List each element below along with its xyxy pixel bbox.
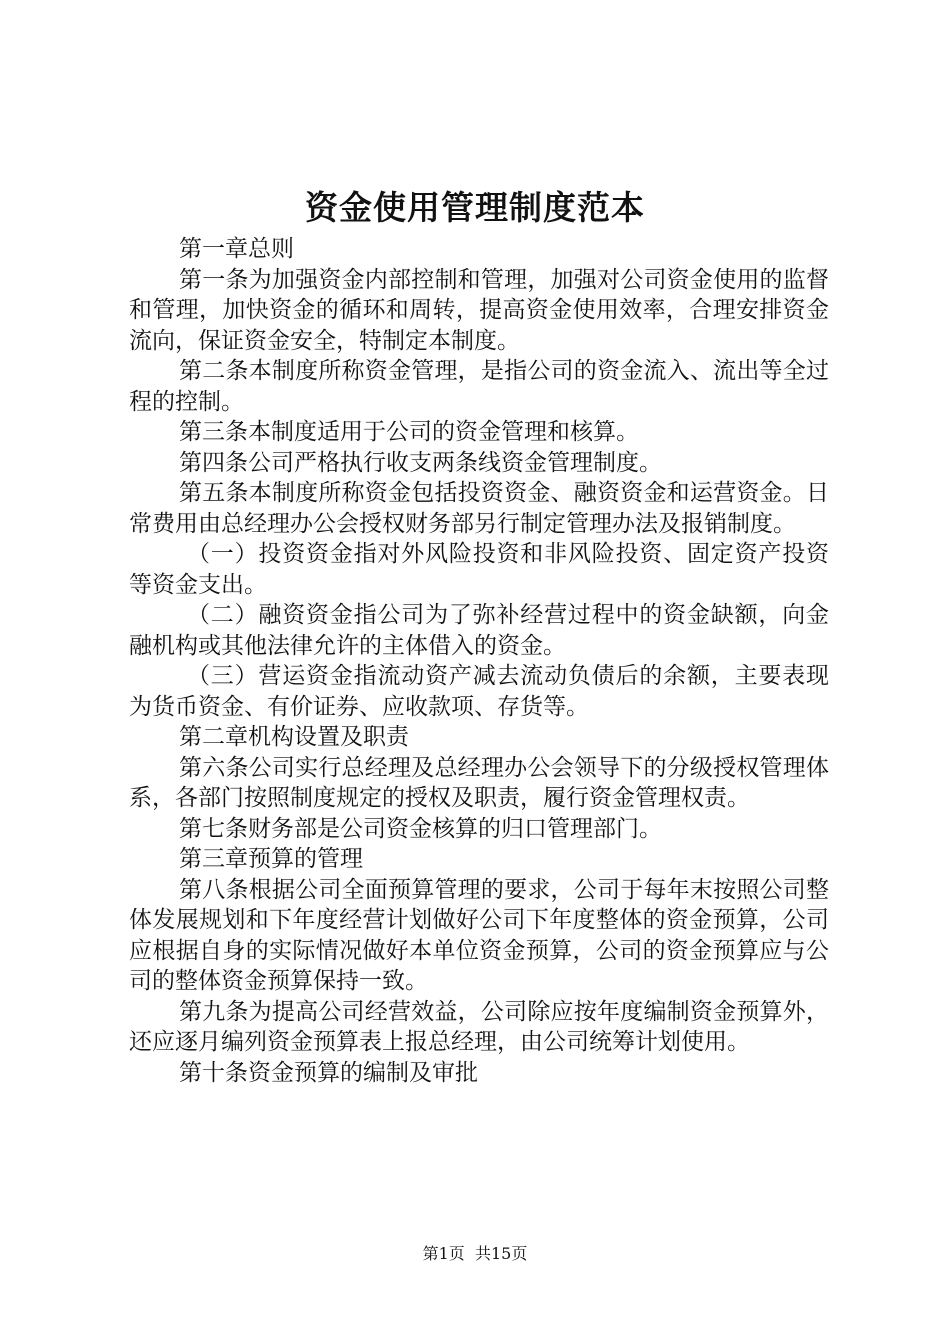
article-paragraph: 第十条资金预算的编制及审批: [179, 1059, 478, 1086]
article-paragraph: 第一条为加强资金内部控制和管理，加强对公司资金使用的监督和管理，加快资金的循环和周转，提高资金使用效率，合理安排资金流向，保证资金安全，特制定本制度。: [129, 266, 829, 354]
chapter-heading: 第三章预算的管理: [179, 846, 363, 872]
article-paragraph: 第六条公司实行总经理及总经理办公会领导下的分级授权管理体系，各部门按照制度规定的授权及职责，履行资金管理权责。: [129, 754, 829, 811]
article-paragraph: 第二条本制度所称资金管理，是指公司的资金流入、流出等全过程的控制。: [129, 358, 829, 415]
article-paragraph: 第九条为提高公司经营效益，公司除应按年度编制资金预算外，还应逐月编列资金预算表上报总经理，由公司统筹计划使用。: [129, 998, 829, 1055]
article-paragraph: 第四条公司严格执行收支两条线资金管理制度。: [179, 449, 662, 476]
list-item: （二）融资资金指公司为了弥补经营过程中的资金缺额，向金融机构或其他法律允许的主体借入的资金。: [129, 602, 829, 659]
page-title: 资金使用管理制度范本: [305, 188, 645, 227]
page-footer: [0, 1243, 950, 1265]
chapter-heading: 第一章总则: [179, 236, 294, 262]
document-body: [129, 234, 829, 1088]
article-paragraph: 第五条本制度所称资金包括投资资金、融资资金和运营资金。日常费用由总经理办公会授权财务部另行制定管理办法及报销制度。: [129, 480, 829, 537]
article-paragraph: 第七条财务部是公司资金核算的归口管理部门。: [179, 815, 662, 842]
list-item: （三）营运资金指流动资产减去流动负债后的余额，主要表现为货币资金、有价证券、应收款项、存货等。: [129, 663, 829, 720]
chapter-heading: 第二章机构设置及职责: [179, 724, 409, 750]
list-item: （一）投资资金指对外风险投资和非风险投资、固定资产投资等资金支出。: [129, 541, 829, 598]
page-number: 第1页: [422, 1244, 465, 1263]
article-paragraph: 第三条本制度适用于公司的资金管理和核算。: [179, 419, 639, 445]
article-paragraph: 第八条根据公司全面预算管理的要求，公司于每年末按照公司整体发展规划和下年度经营计划做好公司下年度整体的资金预算，公司应根据自身的实际情况做好本单位资金预算，公司的资金预算应与公司的整体资金预算保持一致。: [129, 876, 829, 994]
page-total: 共15页: [474, 1244, 528, 1263]
